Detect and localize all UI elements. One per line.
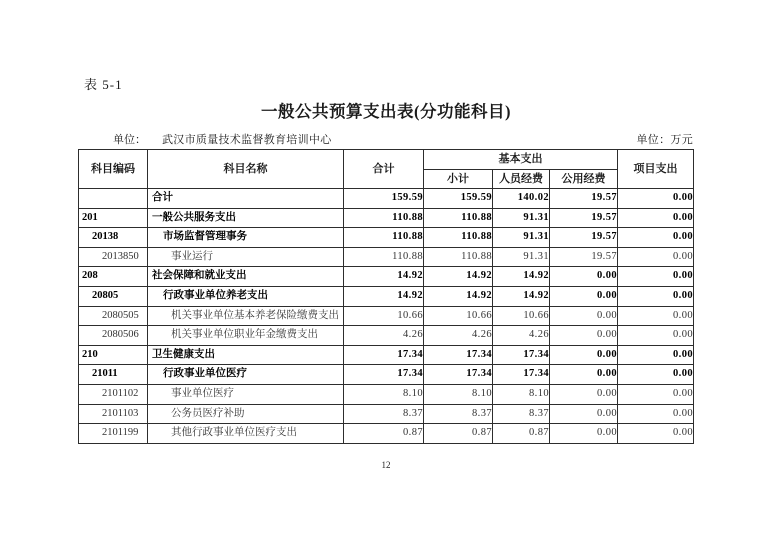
cell-public: 19.57	[550, 189, 618, 209]
cell-subtotal: 8.10	[424, 384, 493, 404]
cell-project: 0.00	[618, 384, 694, 404]
cell-project: 0.00	[618, 267, 694, 287]
cell-subject-name: 机关事业单位基本养老保险缴费支出	[148, 306, 344, 326]
cell-personnel: 4.26	[493, 326, 550, 346]
header-basic-expenditure: 基本支出	[424, 150, 618, 170]
header-subject-name: 科目名称	[148, 150, 344, 189]
cell-total: 10.66	[344, 306, 424, 326]
cell-subtotal: 110.88	[424, 228, 493, 248]
cell-subtotal: 17.34	[424, 345, 493, 365]
cell-total: 4.26	[344, 326, 424, 346]
table-row	[79, 424, 694, 444]
cell-subject-name: 公务员医疗补助	[148, 404, 344, 424]
cell-project: 0.00	[618, 286, 694, 306]
page-title: 一般公共预算支出表(分功能科目)	[261, 102, 511, 121]
cell-subject-code: 20805	[79, 286, 148, 306]
cell-subject-name: 一般公共服务支出	[148, 208, 344, 228]
cell-total: 14.92	[344, 286, 424, 306]
table-label: 表 5-1	[84, 77, 123, 92]
cell-total: 110.88	[344, 247, 424, 267]
cell-subject-name: 社会保障和就业支出	[148, 267, 344, 287]
cell-subtotal: 14.92	[424, 267, 493, 287]
cell-subtotal: 14.92	[424, 286, 493, 306]
table-row	[79, 326, 694, 346]
organization-name: 武汉市质量技术监督教育培训中心	[162, 134, 332, 146]
table-row	[79, 208, 694, 228]
header-total: 合计	[344, 150, 424, 189]
cell-project: 0.00	[618, 189, 694, 209]
cell-personnel: 8.37	[493, 404, 550, 424]
cell-total: 17.34	[344, 365, 424, 385]
cell-project: 0.00	[618, 365, 694, 385]
cell-public: 0.00	[550, 424, 618, 444]
cell-personnel: 8.10	[493, 384, 550, 404]
cell-project: 0.00	[618, 345, 694, 365]
cell-project: 0.00	[618, 208, 694, 228]
budget-table	[78, 149, 694, 444]
table-row	[79, 404, 694, 424]
header-project-expenditure: 项目支出	[618, 150, 694, 189]
cell-personnel: 0.87	[493, 424, 550, 444]
cell-subject-code: 21011	[79, 365, 148, 385]
cell-total: 159.59	[344, 189, 424, 209]
cell-subject-code: 2101102	[79, 384, 148, 404]
cell-project: 0.00	[618, 228, 694, 248]
table-row	[79, 306, 694, 326]
cell-project: 0.00	[618, 306, 694, 326]
cell-public: 0.00	[550, 365, 618, 385]
cell-personnel: 140.02	[493, 189, 550, 209]
cell-project: 0.00	[618, 247, 694, 267]
cell-public: 0.00	[550, 326, 618, 346]
cell-total: 110.88	[344, 228, 424, 248]
cell-public: 19.57	[550, 208, 618, 228]
cell-personnel: 14.92	[493, 286, 550, 306]
cell-project: 0.00	[618, 404, 694, 424]
cell-total: 0.87	[344, 424, 424, 444]
cell-subtotal: 17.34	[424, 365, 493, 385]
header-public-funds: 公用经费	[550, 169, 618, 189]
cell-subtotal: 8.37	[424, 404, 493, 424]
cell-subtotal: 110.88	[424, 208, 493, 228]
cell-public: 0.00	[550, 345, 618, 365]
cell-personnel: 17.34	[493, 365, 550, 385]
cell-public: 19.57	[550, 247, 618, 267]
cell-subtotal: 4.26	[424, 326, 493, 346]
cell-subject-name: 机关事业单位职业年金缴费支出	[148, 326, 344, 346]
cell-subject-code: 2080506	[79, 326, 148, 346]
cell-subject-code: 210	[79, 345, 148, 365]
cell-public: 19.57	[550, 228, 618, 248]
cell-subject-code: 2013850	[79, 247, 148, 267]
cell-subject-code: 20138	[79, 228, 148, 248]
table-body	[79, 189, 694, 444]
table-row	[79, 228, 694, 248]
cell-personnel: 91.31	[493, 228, 550, 248]
measure-unit-label: 单位：万元	[636, 134, 693, 146]
cell-public: 0.00	[550, 384, 618, 404]
table-row	[79, 189, 694, 209]
cell-personnel: 17.34	[493, 345, 550, 365]
cell-subject-name: 合计	[148, 189, 344, 209]
cell-personnel: 14.92	[493, 267, 550, 287]
cell-subject-code: 201	[79, 208, 148, 228]
cell-subtotal: 10.66	[424, 306, 493, 326]
cell-total: 14.92	[344, 267, 424, 287]
header-subtotal: 小计	[424, 169, 493, 189]
table-header	[79, 150, 694, 189]
cell-project: 0.00	[618, 326, 694, 346]
cell-subject-name: 其他行政事业单位医疗支出	[148, 424, 344, 444]
unit-line	[78, 131, 693, 147]
table-row	[79, 247, 694, 267]
reporting-unit	[78, 131, 332, 147]
cell-subject-code: 208	[79, 267, 148, 287]
cell-subject-name: 行政事业单位医疗	[148, 365, 344, 385]
table-row	[79, 286, 694, 306]
cell-subject-code: 2080505	[79, 306, 148, 326]
cell-subtotal: 159.59	[424, 189, 493, 209]
cell-personnel: 91.31	[493, 247, 550, 267]
page-number: 12	[381, 460, 391, 470]
cell-subject-name: 市场监督管理事务	[148, 228, 344, 248]
unit-label: 单位：	[113, 134, 146, 146]
cell-public: 0.00	[550, 267, 618, 287]
cell-subject-name: 事业运行	[148, 247, 344, 267]
header-subject-code: 科目编码	[79, 150, 148, 189]
cell-subject-code	[79, 189, 148, 209]
table-row	[79, 384, 694, 404]
cell-subject-name: 事业单位医疗	[148, 384, 344, 404]
table-row	[79, 345, 694, 365]
cell-total: 17.34	[344, 345, 424, 365]
cell-personnel: 10.66	[493, 306, 550, 326]
cell-subtotal: 0.87	[424, 424, 493, 444]
cell-total: 110.88	[344, 208, 424, 228]
cell-subject-name: 行政事业单位养老支出	[148, 286, 344, 306]
cell-project: 0.00	[618, 424, 694, 444]
cell-public: 0.00	[550, 286, 618, 306]
cell-subject-name: 卫生健康支出	[148, 345, 344, 365]
header-personnel-funds: 人员经费	[493, 169, 550, 189]
cell-subject-code: 2101199	[79, 424, 148, 444]
cell-public: 0.00	[550, 404, 618, 424]
cell-total: 8.37	[344, 404, 424, 424]
cell-total: 8.10	[344, 384, 424, 404]
cell-public: 0.00	[550, 306, 618, 326]
cell-subtotal: 110.88	[424, 247, 493, 267]
table-row	[79, 267, 694, 287]
cell-personnel: 91.31	[493, 208, 550, 228]
cell-subject-code: 2101103	[79, 404, 148, 424]
table-row	[79, 365, 694, 385]
